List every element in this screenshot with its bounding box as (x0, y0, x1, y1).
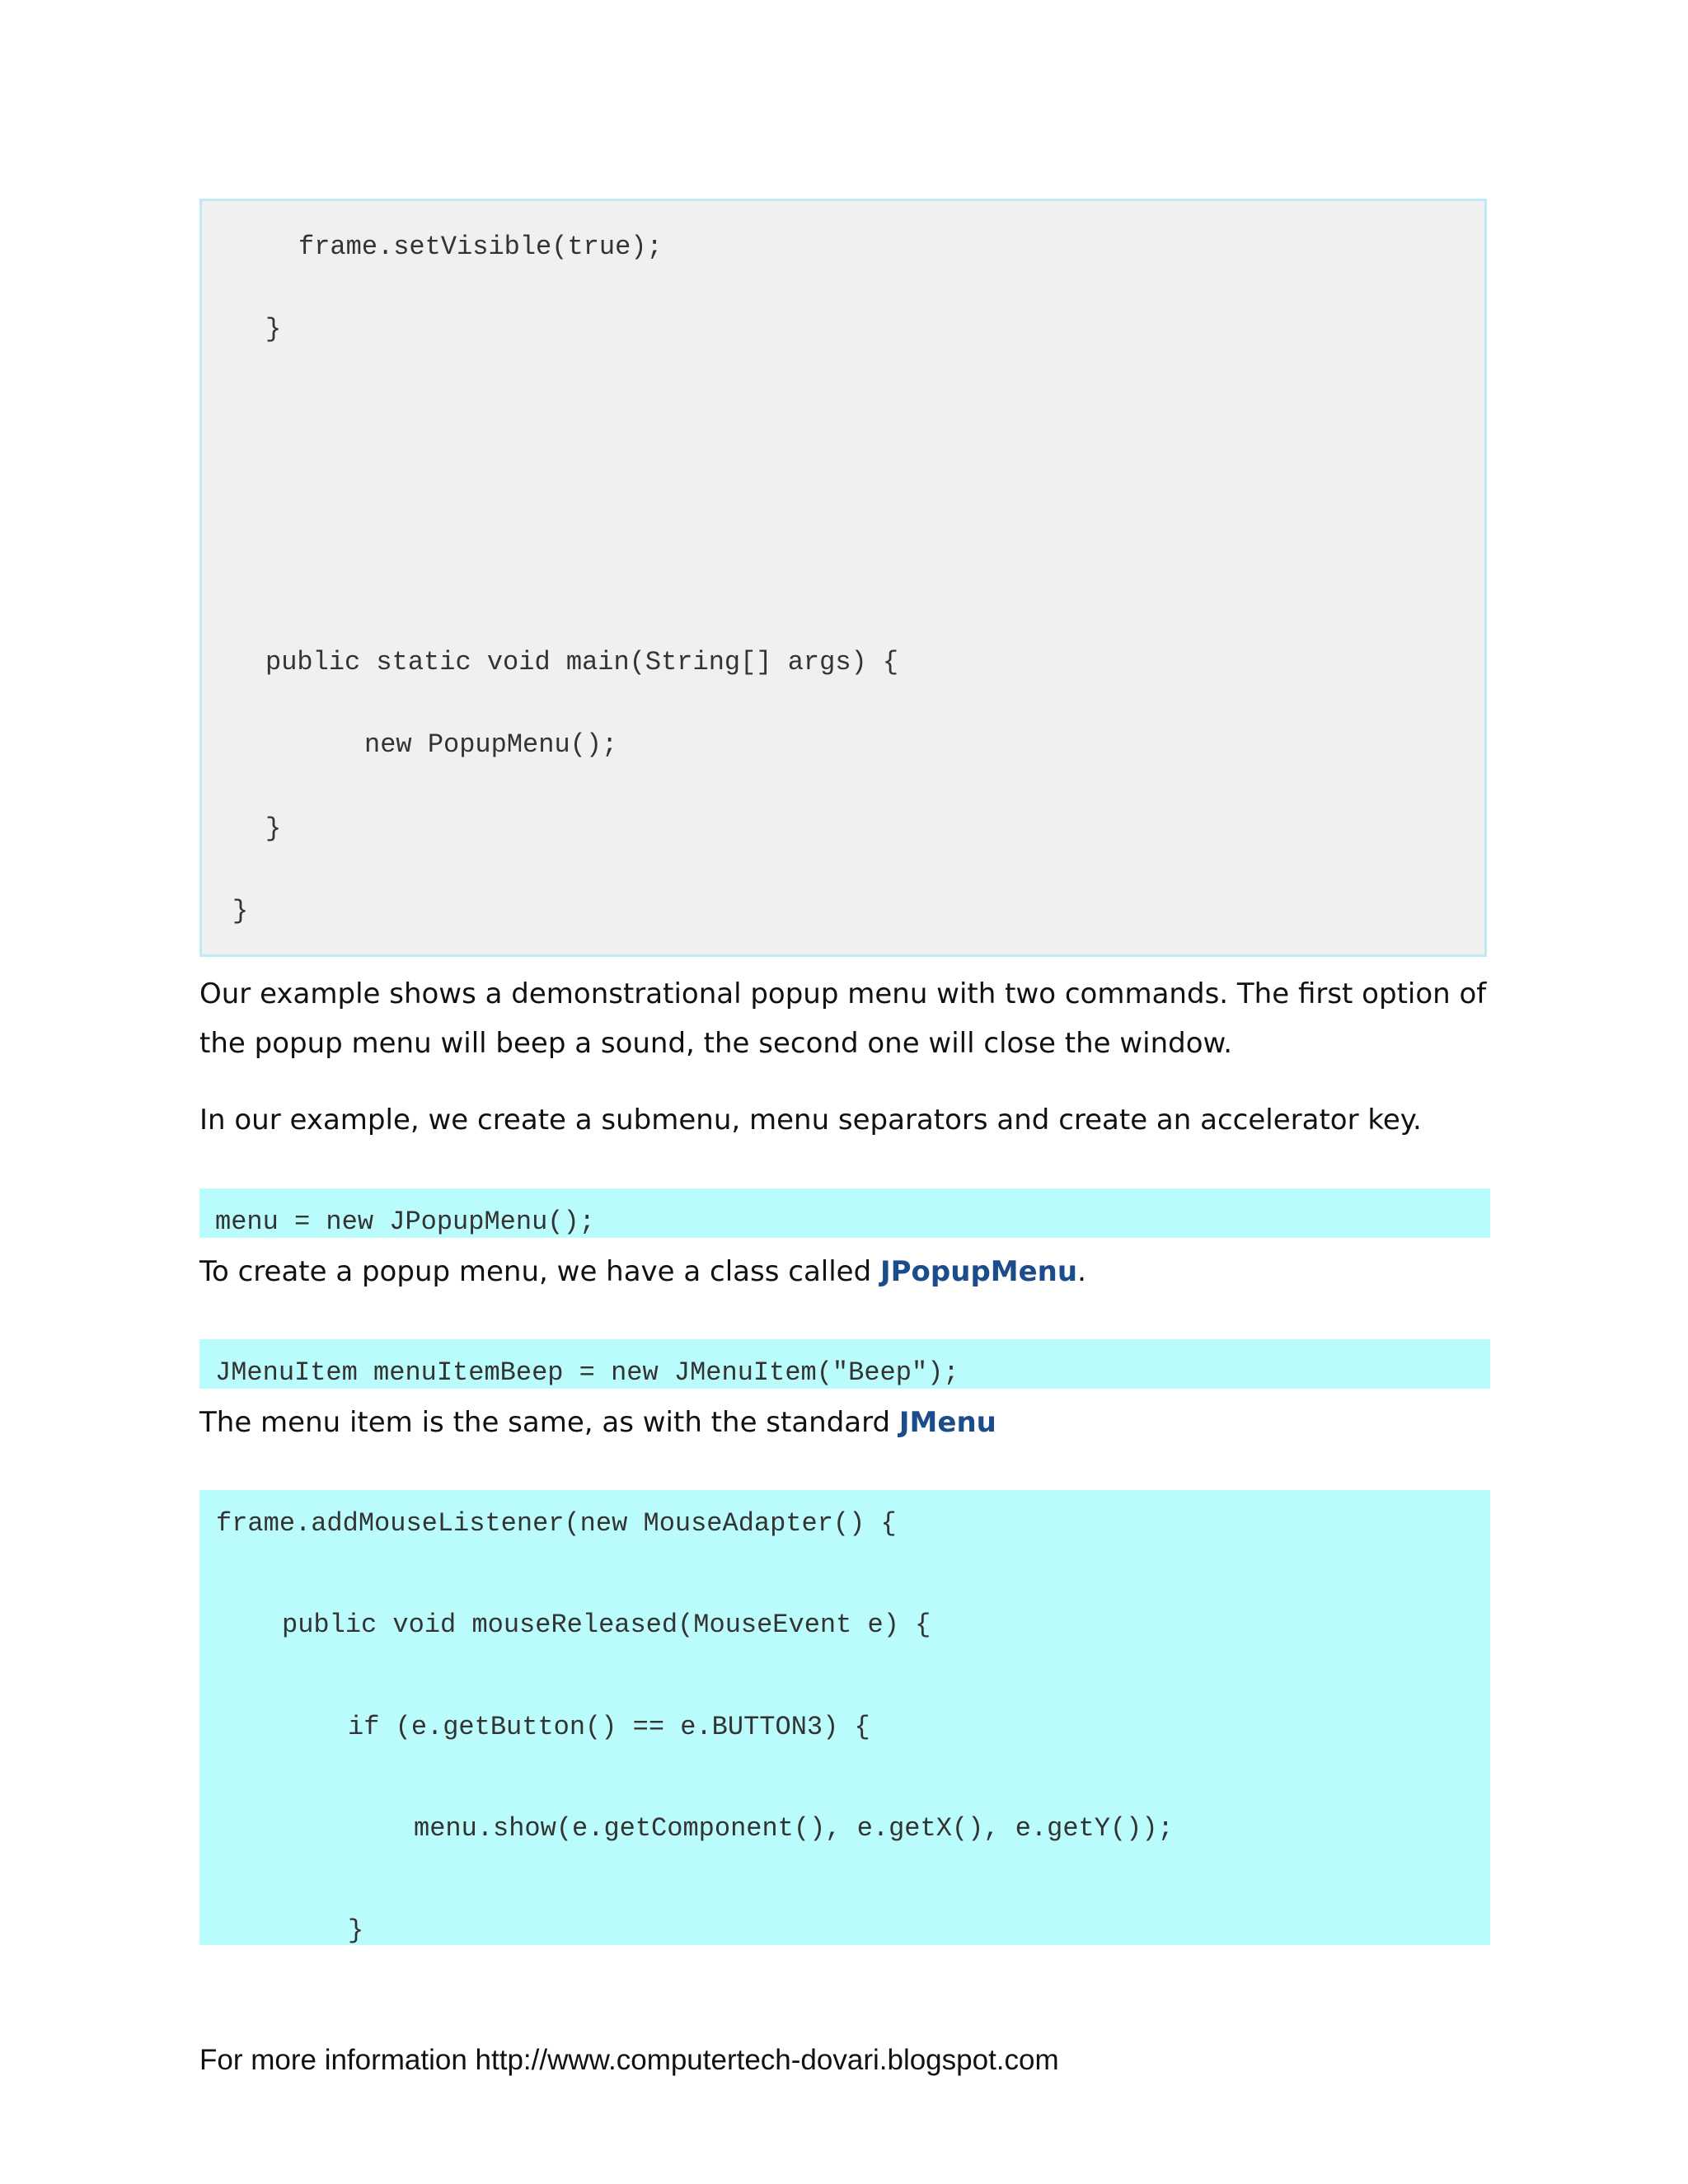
code-line: menu.show(e.getComponent(), e.getX(), e.getY()); (414, 1813, 1174, 1844)
keyword-jmenu: JMenu (898, 1406, 996, 1439)
footer-info: For more information http://www.computertech-dovari.blogspot.com (199, 2044, 1059, 2076)
code-line: } (232, 896, 249, 926)
keyword-jpopupmenu: JPopupMenu (879, 1255, 1078, 1288)
paragraph-popup-description: Our example shows a demonstrational popup menu with two commands. The first option of the popup menu will beep a sound, the second one will close the window. (199, 977, 1487, 1060)
paragraph-text: . (1077, 1255, 1086, 1288)
code-line: public static void main(String[] args) { (265, 647, 899, 677)
code-line: } (265, 314, 282, 344)
code-line: } (265, 813, 282, 844)
code-line: if (e.getButton() == e.BUTTON3) { (348, 1712, 870, 1742)
paragraph-jmenu (199, 1398, 1493, 1447)
code-line: new PopupMenu(); (364, 729, 618, 760)
paragraph-jpopupmenu (199, 1247, 1493, 1296)
code-line: } (348, 1915, 364, 1946)
code-line: menu = new JPopupMenu(); (215, 1207, 595, 1237)
code-line: frame.addMouseListener(new MouseAdapter() { (216, 1508, 897, 1539)
code-line: public void mouseReleased(MouseEvent e) { (282, 1610, 931, 1640)
paragraph-text: To create a popup menu, we have a class called (199, 1255, 880, 1288)
code-block-gray (199, 199, 1487, 957)
paragraph-text: The menu item is the same, as with the standard (199, 1406, 899, 1439)
code-line: frame.setVisible(true); (298, 232, 663, 262)
paragraph-submenu-description: In our example, we create a submenu, menu separators and create an accelerator key. (199, 1104, 1422, 1137)
code-line: JMenuItem menuItemBeep = new JMenuItem("Beep"); (215, 1357, 959, 1388)
